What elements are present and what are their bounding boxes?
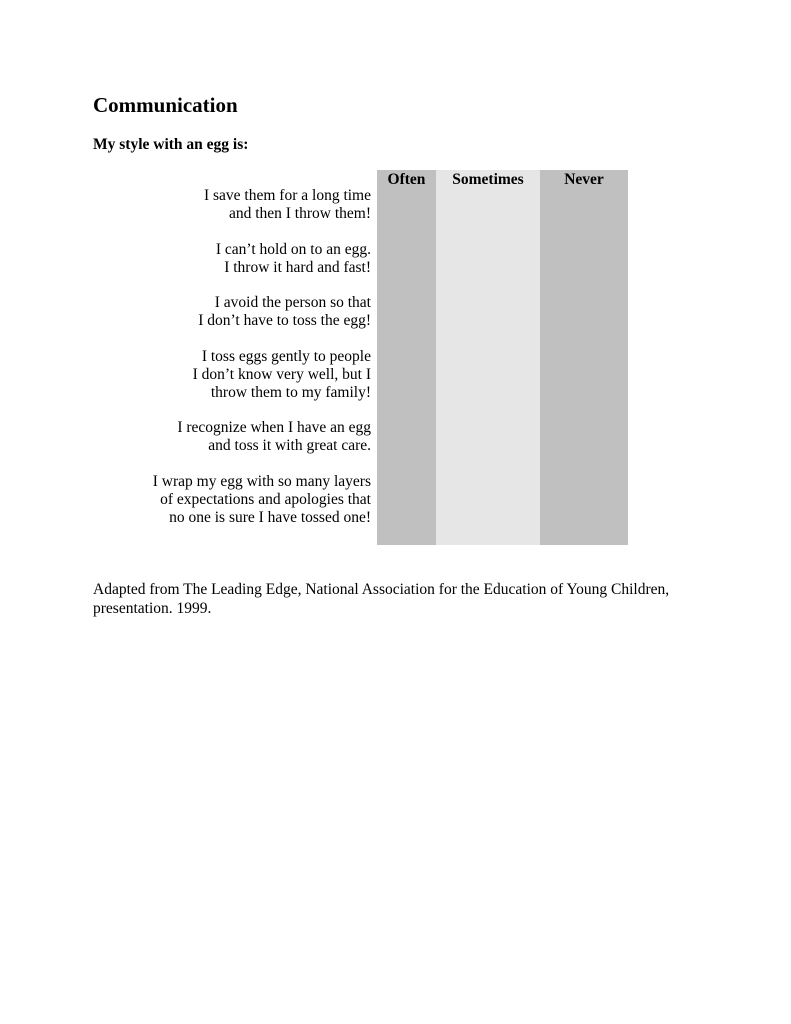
statement-line: and toss it with great care. bbox=[208, 437, 371, 454]
column-header-sometimes: Sometimes bbox=[452, 171, 524, 188]
column-often[interactable] bbox=[377, 170, 436, 545]
page-title: Communication bbox=[93, 93, 238, 117]
column-never[interactable] bbox=[540, 170, 628, 545]
statement-list bbox=[100, 187, 371, 544]
citation-line: presentation. 1999. bbox=[93, 599, 212, 617]
statement-line: I recognize when I have an egg bbox=[177, 419, 371, 436]
column-header-often: Often bbox=[387, 171, 426, 188]
statement-line: and then I throw them! bbox=[228, 205, 371, 222]
statement-line: no one is sure I have tossed one! bbox=[169, 508, 371, 526]
statement-item bbox=[100, 187, 371, 223]
citation-line: Adapted from The Leading Edge, National Association for the Education of Young Children, bbox=[93, 581, 670, 598]
statement-item bbox=[100, 473, 371, 527]
statement-line: I wrap my egg with so many layers bbox=[152, 472, 371, 490]
subtitle: My style with an egg is: bbox=[93, 136, 249, 153]
statement-line: I avoid the person so that bbox=[214, 294, 371, 311]
statement-line: I don’t know very well, but I bbox=[192, 365, 371, 383]
source-citation bbox=[93, 581, 733, 618]
statement-line: I don’t have to toss the egg! bbox=[198, 312, 371, 329]
column-sometimes[interactable] bbox=[436, 170, 540, 545]
statement-item bbox=[100, 241, 371, 277]
statement-line: of expectations and apologies that bbox=[160, 490, 371, 508]
statement-line: I save them for a long time bbox=[203, 187, 371, 204]
statement-line: throw them to my family! bbox=[210, 383, 371, 401]
statement-line: I throw it hard and fast! bbox=[224, 258, 371, 276]
statement-line: I can’t hold on to an egg. bbox=[215, 240, 371, 258]
statement-item bbox=[100, 419, 371, 455]
column-header-never: Never bbox=[564, 171, 604, 188]
statement-item bbox=[100, 348, 371, 402]
statement-item bbox=[100, 294, 371, 330]
statement-line: I toss eggs gently to people bbox=[201, 347, 371, 365]
